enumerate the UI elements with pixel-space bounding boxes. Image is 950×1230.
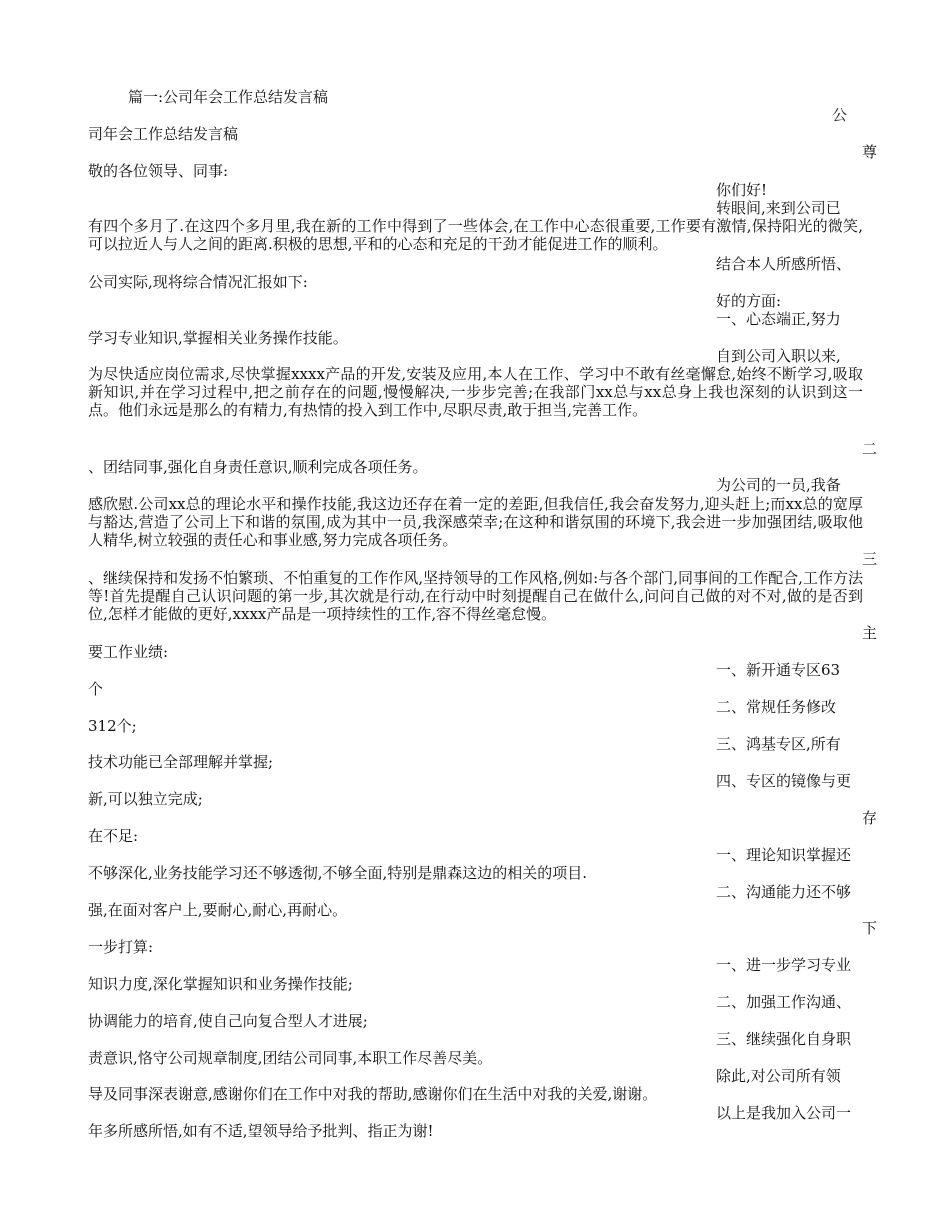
fragment-right: 主	[862, 624, 878, 642]
fragment-right: 以上是我加入公司一	[716, 1104, 852, 1122]
text-line: 年多所感所悟,如有不适,望领导给予批判、指正为谢!	[88, 1122, 434, 1140]
fragment-right: 一、进一步学习专业	[716, 956, 852, 974]
fragment-right: 你们好!	[716, 181, 768, 199]
fragment-right: 为公司的一员,我备	[716, 476, 841, 494]
paragraph: 感欣慰.公司xx总的理论水平和操作技能,我这边还存在着一定的差距,但我信任,我会奋发努力,迎头赶上;而xx总的宽厚与豁达,营造了公司上下和谐的氛围,成为其中一员,我深感荣幸;在这种和谐氛围的环境下,我会进一步加强团结,吸取他人精华,树立较强的责任心和事业感,努力完成各项任务。	[88, 495, 863, 549]
paragraph: 有四个多月了.在这四个多月里,我在新的工作中得到了一些体会,在工作中心态很重要,工作要有激情,保持阳光的微笑,可以拉近人与人之间的距离.积极的思想,平和的心态和充足的干劲才能促进工作的顺利。	[88, 217, 863, 253]
fragment-right: 一、理论知识掌握还	[716, 846, 852, 864]
fragment-right: 三	[862, 550, 878, 568]
text-line: 协调能力的培育,使自己向复合型人才进展;	[88, 1012, 368, 1030]
text-line: 要工作业绩:	[88, 643, 169, 661]
text-line: 一步打算:	[88, 938, 154, 956]
fragment-right: 存	[862, 809, 878, 827]
fragment-right: 四、专区的镜像与更	[716, 772, 852, 790]
text-line: 敬的各位领导、同事:	[88, 162, 229, 180]
fragment-right: 二、加强工作沟通、	[716, 993, 852, 1011]
fragment-right: 除此,对公司所有领	[716, 1067, 841, 1085]
fragment-right: 一、心态端正,努力	[716, 310, 841, 328]
fragment-right: 一、新开通专区63	[716, 661, 841, 679]
fragment-right: 转眼间,来到公司已	[716, 199, 841, 217]
fragment-right: 二、常规任务修改	[716, 698, 837, 716]
fragment-right: 下	[862, 919, 878, 937]
document-title: 篇一:公司年会工作总结发言稿	[128, 88, 329, 106]
text-line: 司年会工作总结发言稿	[88, 125, 239, 143]
text-line: 强,在面对客户上,要耐心,耐心,再耐心。	[88, 901, 348, 919]
paragraph: 为尽快适应岗位需求,尽快掌握xxxx产品的开发,安装及应用,本人在工作、学习中不敢有丝毫懈怠,始终不断学习,吸取新知识,并在学习过程中,把之前存在的问题,慢慢解决,一步步完善;在我部门xx总与xx总身上我也深刻的认识到这一点。他们永远是那么的有精力,有热情的投入到工作中,尽职尽责,敢于担当,完善工作。	[88, 365, 863, 419]
text-line: 知识力度,深化掌握知识和业务操作技能;	[88, 975, 353, 993]
fragment-right: 二、沟通能力还不够	[716, 883, 852, 901]
text-line: 新,可以独立完成;	[88, 790, 203, 808]
text-line: 技术功能已全部理解并掌握;	[88, 753, 274, 771]
text-line: 不够深化,业务技能学习还不够透彻,不够全面,特别是鼎森这边的相关的项目.	[88, 864, 588, 882]
fragment-right: 二	[862, 440, 878, 458]
text-line: 学习专业知识,掌握相关业务操作技能。	[88, 329, 348, 347]
fragment-right: 自到公司入职以来,	[716, 347, 841, 365]
text-line: 责意识,恪守公司规章制度,团结公司同事,本职工作尽善尽美。	[88, 1049, 493, 1067]
fragment-right: 公	[832, 106, 848, 124]
text-line: 导及同事深表谢意,感谢你们在工作中对我的帮助,感谢你们在生活中对我的关爱,谢谢。	[88, 1085, 658, 1103]
text-line: 在不足:	[88, 827, 139, 845]
text-line: 个	[88, 680, 104, 698]
fragment-right: 尊	[862, 143, 878, 161]
paragraph: 、继续保持和发扬不怕繁琐、不怕重复的工作作风,坚持领导的工作风格,例如:与各个部门,同事间的工作配合,工作方法等!首先提醒自己认识问题的第一步,其次就是行动,在行动中时刻提醒自己在做什么,问问自己做的对不对,做的是否到位,怎样才能做的更好,xxxx产品是一项持续性的工作,容不得丝毫怠慢。	[88, 569, 863, 623]
text-line: 312个;	[88, 717, 137, 735]
text-line: 、团结同事,强化自身责任意识,顺利完成各项任务。	[88, 458, 428, 476]
fragment-right: 三、鸿基专区,所有	[716, 735, 841, 753]
text-line: 公司实际,现将综合情况汇报如下:	[88, 273, 308, 291]
fragment-right: 三、继续强化自身职	[716, 1030, 852, 1048]
fragment-right: 好的方面:	[716, 292, 782, 310]
fragment-right: 结合本人所感所悟、	[716, 255, 852, 273]
